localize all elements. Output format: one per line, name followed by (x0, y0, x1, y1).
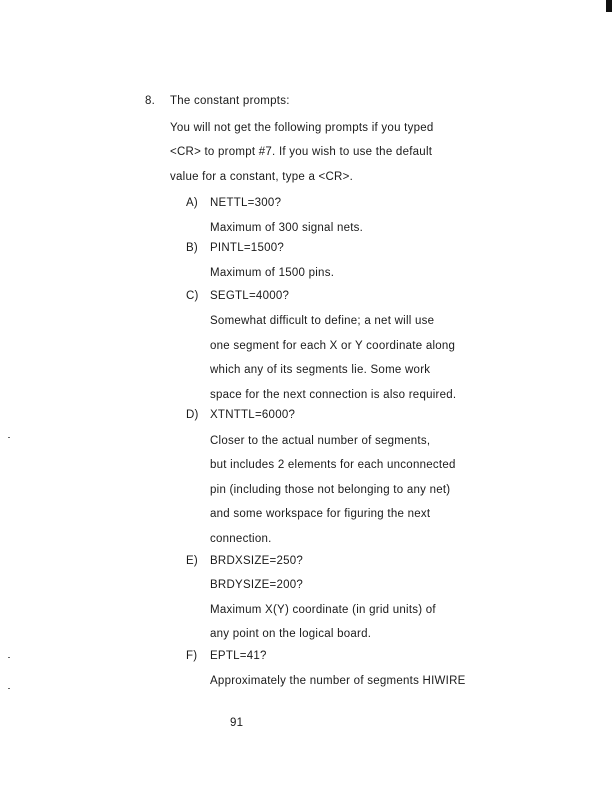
scan-edge-mark (606, 0, 612, 12)
item-description: any point on the logical board. (210, 628, 372, 640)
item-prompt: NETTL=300? (210, 197, 282, 209)
intro-line: <CR> to prompt #7. If you wish to use the default (170, 146, 433, 158)
item-prompt: SEGTL=4000? (210, 290, 290, 302)
item-prompt: BRDXSIZE=250? (210, 555, 304, 567)
section-number: 8. (145, 95, 156, 107)
item-label: E) (186, 555, 198, 567)
item-description: Maximum of 1500 pins. (210, 267, 335, 279)
scan-speck (8, 437, 10, 438)
scan-speck (8, 688, 10, 689)
item-description: one segment for each X or Y coordinate along (210, 340, 456, 352)
item-prompt: XTNTTL=6000? (210, 409, 296, 421)
item-description: Approximately the number of segments HIWIRE (210, 675, 466, 687)
item-description: Closer to the actual number of segments, (210, 435, 431, 447)
item-description: but includes 2 elements for each unconnected (210, 459, 456, 471)
item-label: D) (186, 409, 199, 421)
item-description: which any of its segments lie. Some work (210, 364, 431, 376)
item-prompt: PINTL=1500? (210, 242, 285, 254)
item-description: Maximum of 300 signal nets. (210, 222, 364, 234)
item-label: C) (186, 290, 199, 302)
intro-line: You will not get the following prompts if you typed (170, 122, 434, 134)
item-description: Somewhat difficult to define; a net will use (210, 315, 435, 327)
item-label: A) (186, 197, 198, 209)
page-number: 91 (230, 717, 244, 729)
item-description: and some workspace for figuring the next (210, 508, 431, 520)
item-description: space for the next connection is also required. (210, 389, 457, 401)
item-prompt: EPTL=41? (210, 650, 267, 662)
item-description: BRDYSIZE=200? (210, 579, 304, 591)
scan-speck (8, 657, 10, 658)
item-label: F) (186, 650, 198, 662)
intro-line: value for a constant, type a <CR>. (170, 171, 354, 183)
item-description: connection. (210, 533, 272, 545)
section-heading: The constant prompts: (170, 95, 290, 107)
item-description: pin (including those not belonging to any net) (210, 484, 451, 496)
item-description: Maximum X(Y) coordinate (in grid units) of (210, 604, 436, 616)
item-label: B) (186, 242, 198, 254)
